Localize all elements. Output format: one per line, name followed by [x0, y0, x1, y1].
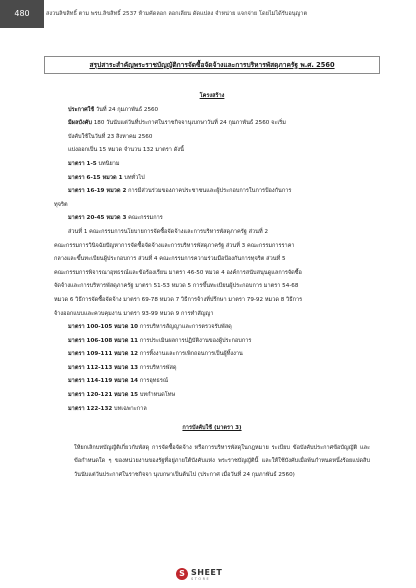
section-line — [54, 348, 370, 362]
section-line — [54, 375, 370, 389]
section-label: มาตรา 1-5 — [68, 160, 97, 167]
section-label: มาตรา 16-19 หมวด 2 — [68, 188, 127, 195]
section-text: การบริหารพัสดุ — [138, 364, 177, 371]
section-label: มาตรา 114-119 หมวด 14 — [68, 378, 139, 385]
title-box — [44, 56, 380, 74]
page-number: 480 — [0, 0, 44, 28]
section-label: มาตรา 112-113 หมวด 13 — [68, 364, 139, 371]
committee-paragraph-line: คณะกรรมการพิจารณาอุทธรณ์และข้อร้องเรียน มาตรา 46-50 หมวด 4 องค์การสนับสนุนดูแลการจัดซื้อ — [54, 269, 302, 276]
announced-text: วันที่ 24 กุมภาพันธ์ 2560 — [94, 106, 159, 113]
section-line-cont: ทุจริต — [54, 201, 68, 208]
committee-paragraph-line: จัดจ้างและการบริหารพัสดุภาครัฐ มาตรา 51-53 หมวด 5 การขึ้นทะเบียนผู้ประกอบการ มาตรา 54-68 — [54, 283, 299, 290]
section-line — [54, 335, 370, 349]
section-line — [54, 403, 370, 417]
committee-paragraph-line: กลางและขึ้นทะเบียนผู้ประกอบการ ส่วนที่ 4 คณะกรรมการความร่วมมือป้องกันการทุจริต ส่วนที่ 5 — [54, 256, 286, 263]
main-content — [54, 90, 370, 483]
sheet-store-logo — [176, 568, 238, 582]
section-line — [54, 389, 370, 403]
effective-label: มีผลบังคับ — [68, 120, 92, 127]
section-label: มาตรา 20-45 หมวด 3 — [68, 215, 127, 222]
section-line — [54, 212, 370, 226]
copyright-notice: สงวนลิขสิทธิ์ ตาม พรบ.ลิขสิทธิ์ 2537 ห้ามคัดลอก ลอกเลียน ดัดแปลง จำหน่าย แจกจ่าย โดยไม่ได้รับอนุญาต — [46, 11, 308, 17]
section-label: มาตรา 106-108 หมวด 11 — [68, 337, 139, 344]
section-text: บทนิยาม — [96, 160, 120, 167]
section-text: การอุทธรณ์ — [138, 378, 169, 385]
division-line: แบ่งออกเป็น 15 หมวด จำนวน 132 มาตรา ดังนี้ — [68, 147, 184, 154]
section-text: บททั่วไป — [122, 174, 145, 181]
section-text: การประเมินผลการปฏิบัติงานของผู้ประกอบการ — [138, 337, 252, 344]
section-line — [54, 172, 370, 186]
scope-paragraph: ให้ยกเลิกบทบัญญัติเกี่ยวกับพัสดุ การจัดซื้อจัดจ้าง หรือการบริหารพัสดุในกฎหมาย ระเบียบ ข้อบังคับประกาศข้อบัญญัติ และข้อกำหนดใด ๆ ของหน่วยงานของรัฐที่อยู่ภายใต้บังคับแห่ง พระราชบัญญัตินี้ และให้ใช้บังคับเมื่อพ้นกำหนดหนึ่งร้อยแปดสิบวันนับแต่วันประกาศในราชกิจจา นุเบกษาเป็นต้นไป (ประกาศ เมื่อวันที่ 24 กุมภาพันธ์ 2560) — [74, 444, 370, 479]
effective-line — [54, 117, 370, 131]
structure-heading: โครงสร้าง — [199, 93, 225, 99]
effective-line-2: บังคับใช้ในวันที่ 23 สิงหาคม 2560 — [68, 133, 153, 140]
section-label: มาตรา 6-15 หมวด 1 — [68, 174, 123, 181]
document-title: สรุปสาระสำคัญพระราชบัญญัติการจัดซื้อจัดจ้างและการบริหารพัสดุภาครัฐ พ.ศ. 2560 — [89, 61, 335, 69]
announced-label: ประกาศใช้ — [68, 106, 95, 113]
section-label: มาตรา 100-105 หมวด 10 — [68, 324, 139, 331]
section-line — [54, 158, 370, 172]
committee-paragraph-line: ส่วนที่ 1 คณะกรรมการนโยบายการจัดซื้อจัดจ้างและการบริหารพัสดุภาครัฐ ส่วนที่ 2 — [68, 228, 269, 235]
logo-subtext: STORE — [191, 577, 211, 581]
section-line — [54, 321, 370, 335]
committee-paragraph-line: จ้างออกแบบและควบคุมงาน มาตรา 93-99 หมวด 9 การทำสัญญา — [54, 310, 214, 317]
committee-paragraph-line: หมวด 6 วิธีการจัดซื้อจัดจ้าง มาตรา 69-78 หมวด 7 วิธีการจ้างที่ปรึกษา มาตรา 79-92 หมวด 8 วิธีการ — [54, 296, 303, 303]
footer — [0, 566, 416, 588]
section-text: การบริหารสัญญาและการตรวจรับพัสดุ — [138, 324, 232, 331]
section-line — [54, 362, 370, 376]
section-text: บทกำหนดโทษ — [138, 392, 176, 399]
logo-s-icon: S — [176, 568, 188, 580]
section-label: มาตรา 120-121 หมวด 15 — [68, 392, 139, 399]
section-text: คณะกรรมการ — [126, 215, 163, 222]
announced-line — [54, 104, 370, 118]
committee-paragraph-line: คณะกรรมการวินิจฉัยปัญหาการจัดซื้อจัดจ้างและการบริหารพัสดุภาครัฐ ส่วนที่ 3 คณะกรรมการราคา — [54, 242, 295, 249]
section-label: มาตรา 122-132 — [68, 405, 113, 412]
section-text: การทิ้งงานและการเพิกถอนการเป็นผู้ทิ้งงาน — [138, 351, 243, 358]
section-text: การมีส่วนร่วมของภาคประชาชนและผู้ประกอบการในการป้องกันการ — [126, 188, 292, 195]
scope-heading: การบังคับใช้ (มาตรา 3) — [182, 425, 242, 432]
section-label: มาตรา 109-111 หมวด 12 — [68, 351, 139, 358]
section-line — [54, 185, 370, 199]
effective-text: 180 วันนับแต่วันที่ประกาศในราชกิจจานุเบกษาวันที่ 24 กุมภาพันธ์ 2560 จะเริ่ม — [91, 120, 286, 127]
section-text: บทเฉพาะกาล — [112, 405, 147, 412]
logo-text: SHEET — [191, 568, 223, 577]
